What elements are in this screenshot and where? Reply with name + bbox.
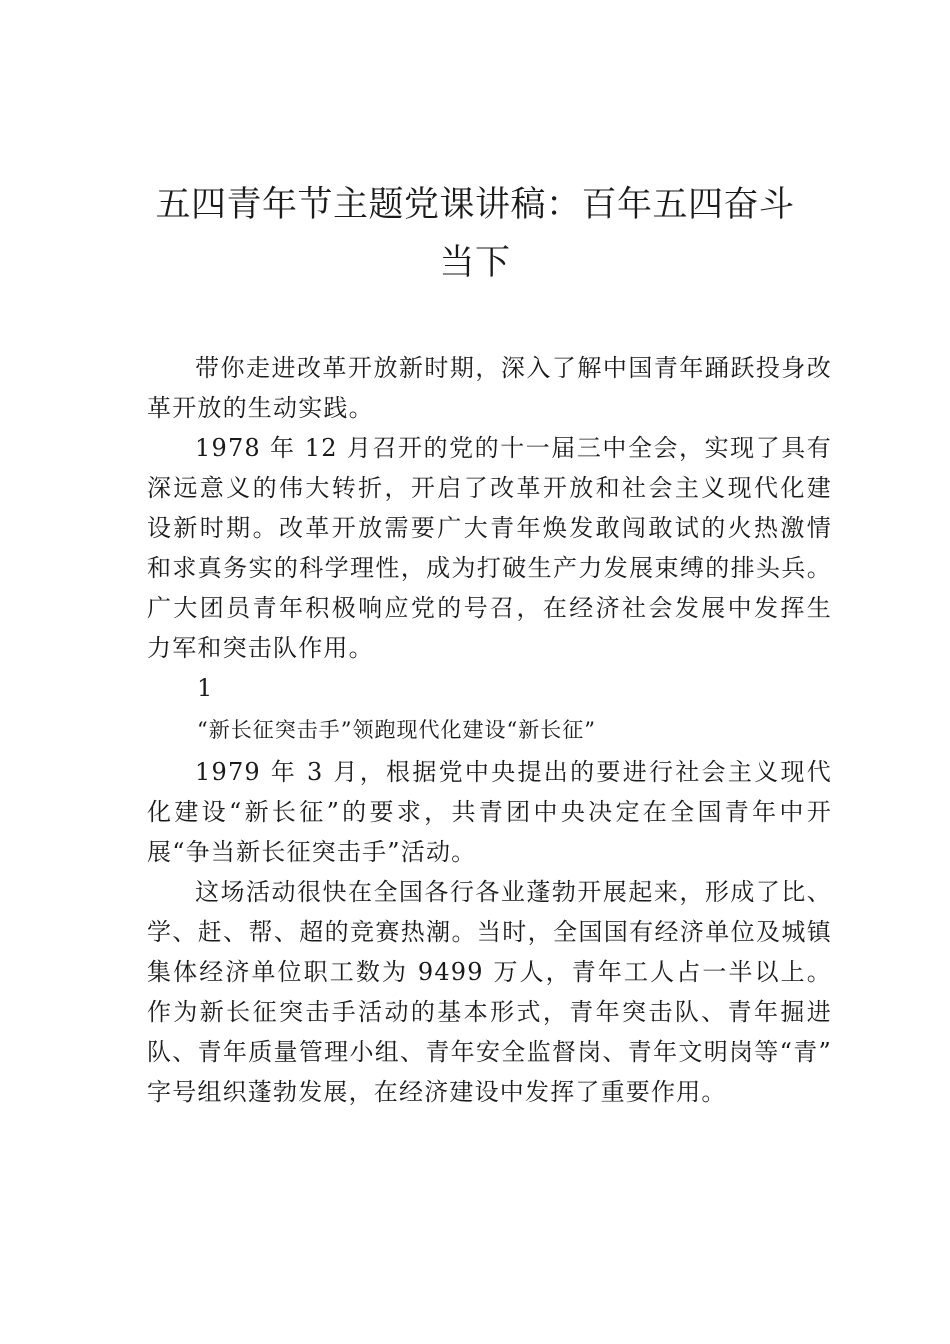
title-line-2: 当下 [439,243,511,283]
document-title [145,176,805,292]
paragraph-intro: 带你走进改革开放新时期，深入了解中国青年踊跃投身改革开放的生动实践。 [147,354,832,422]
title-line-1: 五四青年节主题党课讲稿：百年五四奋斗 [155,185,795,225]
paragraph-activity: 这场活动很快在全国各行各业蓬勃开展起来，形成了比、学、赶、帮、超的竞赛热潮。当时，全国国有经济单位及城镇集体经济单位职工数为 9499 万人，青年工人占一半以上。作为新长征突击手活动的基本形式，青年突击队、青年掘进 队、青年质量管理小组、青年安全监督岗、青年文明岗等“青” 字号组织蓬勃发展，在经济建设中发挥了重要作用。 [147,878,832,1106]
document-body [147,348,832,1112]
section-heading: “新长征突击手”领跑现代化建设“新长征” [197,718,596,742]
paragraph-third-plenum: 1978 年 12 月召开的党的十一届三中全会，实现了具有深远意义的伟大转折，开启了改革开放和社会主义现代化建 设新时期。改革开放需要广大青年焕发敢闯敢试的火热激情 和求真务实的科学理性，成为打破生产力发展束缚的排头兵。广大团员青年积极响应党的号召，在经济社会发展中发挥生 力军和突击队作用。 [147,434,832,662]
paragraph-new-long-march: 1979 年 3 月，根据党中央提出的要进行社会主义现代化建设“新长征”的要求，共青团中央决定在全国青年中开展“争当新长征突击手”活动。 [147,758,832,866]
section-number: 1 [197,674,213,702]
